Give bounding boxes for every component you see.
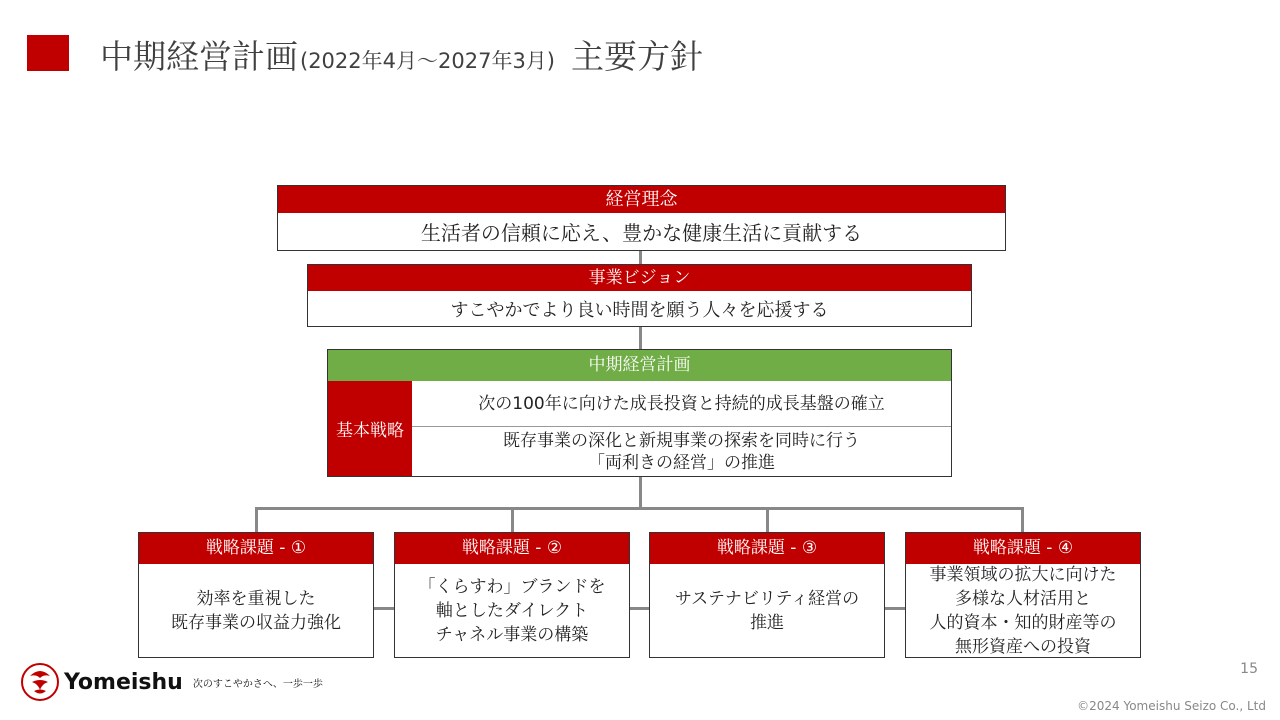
strategy-1: 次の100年に向けた成長投資と持続的成長基盤の確立 [412,381,951,427]
philosophy-text: 生活者の信頼に応え、豊かな健康生活に貢献する [420,221,863,245]
page-number: 15 [1240,661,1258,677]
issue-3-text [650,564,884,657]
yomeishu-emblem-icon [20,662,60,702]
issue-4-header: 戦略課題 - ④ [906,533,1140,564]
connector-issue3 [766,507,769,532]
philosophy-box [277,185,1006,251]
connector-horizontal [255,507,1024,510]
issue-3-header: 戦略課題 - ③ [650,533,884,564]
issue-4-line: 人的資本・知的財産等の [929,612,1117,633]
connector-philosophy-vision [639,251,642,264]
logo-tagline: 次のすこやかさへ、一歩一歩 [192,678,323,690]
page-title-period: (2022年4月～2027年3月) [300,49,555,73]
logo-wordmark: Yomeishu [64,669,183,695]
issue-2-text [395,564,629,657]
issue-4-line: 無形資産への投資 [955,636,1091,657]
company-logo [20,662,323,702]
connector-plan-down [639,477,642,509]
issue-box-3 [649,532,885,658]
copyright-notice: ©2024 Yomeishu Seizo Co., Ltd [1077,699,1266,713]
page-title-main: 中期経営計画 [100,37,298,76]
vision-box [307,264,972,327]
issue-box-1 [138,532,374,658]
issue-box-4 [905,532,1141,658]
connector-issue1 [255,507,258,532]
issue-4-text [906,564,1140,657]
issue-4-line: 事業領域の拡大に向けた [929,564,1117,585]
title-accent-block [27,35,69,71]
issue-box-2 [394,532,630,658]
issue-2-line: 「くらすわ」ブランドを [418,576,606,597]
issue-2-line: 軸としたダイレクト [435,600,589,621]
philosophy-header: 経営理念 [278,186,1005,213]
page-title-sub: 主要方針 [571,37,703,76]
issue-4-line: 多様な人材活用と [955,588,1091,609]
issue-2-header: 戦略課題 - ② [395,533,629,564]
strategy-2 [412,428,951,476]
issue-1-line: 効率を重視した [196,588,316,609]
connector-issue4 [1021,507,1024,532]
issue-2-line: チャネル事業の構築 [435,624,589,645]
issue-1-line: 既存事業の収益力強化 [171,612,341,633]
strategy-label: 基本戦略 [328,381,412,476]
page-title [100,31,703,77]
issue-1-header: 戦略課題 - ① [139,533,373,564]
strategy-2-line1: 既存事業の深化と新規事業の探索を同時に行う [503,431,860,451]
strategy-2-line2: 「両利きの経営」の推進 [588,453,775,473]
connector-issue2 [511,507,514,532]
issue-1-text [139,564,373,657]
issue-3-line: サステナビリティ経営の [674,588,860,609]
plan-header: 中期経営計画 [328,350,951,381]
issue-3-line: 推進 [750,612,784,633]
plan-box [327,349,952,477]
vision-header: 事業ビジョン [308,265,971,291]
connector-vision-plan [639,327,642,349]
vision-text: すこやかでより良い時間を願う人々を応援する [450,299,829,321]
